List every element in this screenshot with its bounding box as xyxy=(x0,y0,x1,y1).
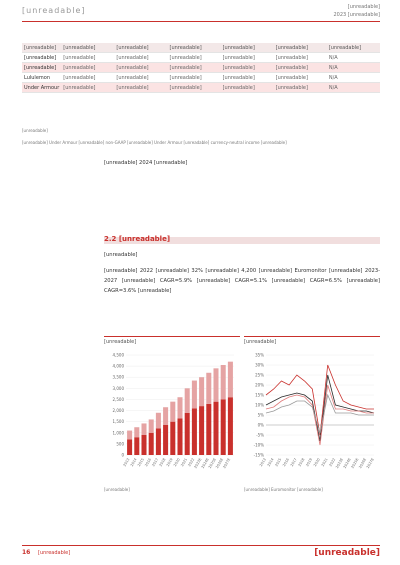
bar xyxy=(134,427,139,437)
paragraph-3-text: [unreadable] 2022 [unreadable] 32% [unreadable] 4,200 [unreadable] Euromonitor [unreadable] 2023-2027 [unreadable] CAGR=5.9% [unreadable] CAGR=5.1% [unreadable] CAGR=6.5% [unreadable] CAGR=3.6% [unreadable] xyxy=(104,268,380,294)
bar xyxy=(134,437,139,455)
x-tick-label: 2013 xyxy=(258,457,267,468)
bar xyxy=(192,408,197,455)
y-tick-label: 5% xyxy=(257,412,264,418)
y-tick-label: 4,500 xyxy=(112,352,124,358)
bar xyxy=(127,439,132,455)
x-tick-label: 2013 xyxy=(122,457,131,468)
footer-divider xyxy=(22,545,380,546)
table-cell: [unreadable] xyxy=(168,63,221,73)
figure-right-source: [unreadable] Euromonitor [unreadable] xyxy=(244,487,323,492)
header-divider xyxy=(22,21,380,22)
figure-right-title: [unreadable] xyxy=(244,339,277,345)
x-tick-label: 2023E xyxy=(193,457,203,470)
x-tick-label: 2018 xyxy=(297,457,306,468)
table-cell: N/A xyxy=(327,83,380,93)
comparison-table xyxy=(22,43,380,93)
bar xyxy=(221,365,226,399)
bar xyxy=(185,413,190,455)
y-tick-label: 20% xyxy=(255,382,264,388)
bar xyxy=(206,373,211,404)
header-report-title: [unreadable] xyxy=(22,6,86,15)
x-tick-label: 2027E xyxy=(222,457,232,470)
bar xyxy=(206,404,211,455)
table-header-cell: [unreadable] xyxy=(61,43,114,53)
table-cell-name: Lululemon xyxy=(22,73,61,83)
y-tick-label: 25% xyxy=(255,372,264,378)
paragraph-3 xyxy=(104,266,380,328)
x-tick-label: 2026E xyxy=(215,457,225,470)
table-cell: [unreadable] xyxy=(221,63,274,73)
bar xyxy=(149,419,154,432)
bar xyxy=(213,402,218,455)
table-cell: [unreadable] xyxy=(114,63,167,73)
table-header-cell: [unreadable] xyxy=(221,43,274,53)
figure-left-title: [unreadable] xyxy=(104,339,137,345)
table-cell: [unreadable] xyxy=(274,73,327,83)
header-date: 2023 [unreadable] xyxy=(333,12,380,18)
bar xyxy=(170,422,175,455)
table-cell-name: [unreadable] xyxy=(22,63,61,73)
table-header-cell: [unreadable] xyxy=(327,43,380,53)
x-tick-label: 2019 xyxy=(305,457,314,468)
line-chart xyxy=(244,349,380,483)
x-tick-label: 2018 xyxy=(158,457,167,468)
x-tick-label: 2021 xyxy=(320,457,329,468)
y-tick-label: 500 xyxy=(116,441,124,447)
y-tick-label: 35% xyxy=(255,352,264,358)
section-title: 2.2 [unreadable] xyxy=(104,235,171,243)
y-tick-label: -10% xyxy=(253,442,264,448)
y-tick-label: 10% xyxy=(255,402,264,408)
bar xyxy=(149,433,154,455)
bar xyxy=(199,377,204,406)
table-row xyxy=(22,83,380,93)
table-cell: [unreadable] xyxy=(61,63,114,73)
x-tick-label: 2020 xyxy=(312,457,321,468)
section-heading xyxy=(104,232,380,246)
bar xyxy=(213,368,218,401)
table-cell: [unreadable] xyxy=(274,53,327,63)
table-header-row xyxy=(22,43,380,53)
bar-chart xyxy=(104,349,240,483)
table-cell: [unreadable] xyxy=(221,83,274,93)
paragraph-2-text: [unreadable] xyxy=(104,252,138,258)
y-tick-label: 1,000 xyxy=(112,430,124,436)
table-row xyxy=(22,53,380,63)
company-logo: [unreadable] xyxy=(314,548,380,558)
y-tick-label: 1,500 xyxy=(112,419,124,425)
table-cell-name: Under Armour xyxy=(24,84,60,91)
table-header-cell: [unreadable] xyxy=(22,43,61,53)
bar xyxy=(156,413,161,429)
table-cell: [unreadable] xyxy=(221,73,274,83)
table-cell-name: [unreadable] xyxy=(22,53,61,63)
bar xyxy=(127,431,132,440)
table-cell: N/A xyxy=(327,53,380,63)
table-source: [unreadable] xyxy=(22,128,48,133)
x-tick-label: 2024E xyxy=(342,457,352,470)
y-tick-label: 3,000 xyxy=(112,385,124,391)
table-row xyxy=(22,73,380,83)
bar xyxy=(192,381,197,409)
table-header-cell: [unreadable] xyxy=(168,43,221,53)
table-cell: [unreadable] xyxy=(114,73,167,83)
x-tick-label: 2016 xyxy=(282,457,291,468)
table-cell: [unreadable] xyxy=(274,63,327,73)
table-cell: [unreadable] xyxy=(274,83,327,93)
table-note: [unreadable] Under Armour [unreadable] non-GAAP [unreadable] Under Armour [unreadable] currency-neutral income [unreadable] xyxy=(22,140,287,145)
page-header xyxy=(0,0,400,26)
figure-left xyxy=(104,336,240,485)
bar xyxy=(177,397,182,418)
paragraph-1 xyxy=(104,158,380,226)
bar xyxy=(177,418,182,455)
bar xyxy=(141,423,146,435)
bar xyxy=(185,388,190,412)
table-header-cell: [unreadable] xyxy=(114,43,167,53)
x-tick-label: 2024E xyxy=(200,457,210,470)
header-right xyxy=(333,3,380,19)
bar xyxy=(221,399,226,455)
footer-disclaimer: [unreadable] xyxy=(38,550,71,556)
table-cell: [unreadable] xyxy=(168,53,221,63)
x-tick-label: 2025E xyxy=(207,457,217,470)
x-tick-label: 2025E xyxy=(350,457,360,470)
x-tick-label: 2015 xyxy=(136,457,145,468)
table-cell: [unreadable] xyxy=(61,83,114,93)
table-cell: N/A xyxy=(327,63,380,73)
figure-right xyxy=(244,336,380,485)
table-cell: [unreadable] xyxy=(168,83,221,93)
table-cell: [unreadable] xyxy=(114,53,167,63)
table-cell: [unreadable] xyxy=(61,53,114,63)
bar xyxy=(141,435,146,455)
paragraph-1-text: [unreadable] 2024 [unreadable] xyxy=(104,160,188,166)
table-cell: [unreadable] xyxy=(114,83,167,93)
x-tick-label: 2022 xyxy=(187,457,196,468)
y-tick-label: 0 xyxy=(121,452,124,458)
x-tick-label: 2022 xyxy=(328,457,337,468)
x-tick-label: 2017 xyxy=(151,457,160,468)
bar xyxy=(199,406,204,455)
bar xyxy=(156,428,161,455)
series-line xyxy=(266,365,374,435)
y-tick-label: 3,500 xyxy=(112,374,124,380)
y-tick-label: 15% xyxy=(255,392,264,398)
x-tick-label: 2023E xyxy=(334,457,345,470)
bar xyxy=(170,402,175,422)
bar xyxy=(163,425,168,455)
page-footer xyxy=(0,545,400,565)
paragraph-2 xyxy=(104,250,380,262)
y-tick-label: 2,000 xyxy=(112,408,124,414)
x-tick-label: 2021 xyxy=(180,457,189,468)
y-tick-label: 0% xyxy=(257,422,264,428)
bar xyxy=(228,397,233,455)
x-tick-label: 2027E xyxy=(365,457,375,470)
table-header-cell: [unreadable] xyxy=(274,43,327,53)
x-tick-label: 2014 xyxy=(129,457,138,468)
page-number: 16 xyxy=(22,549,31,556)
bar xyxy=(228,362,233,398)
header-right-top: [unreadable] xyxy=(347,4,380,10)
x-tick-label: 2019 xyxy=(165,457,174,468)
table-cell: [unreadable] xyxy=(61,73,114,83)
x-tick-label: 2026E xyxy=(358,457,368,470)
y-tick-label: 2,500 xyxy=(112,396,124,402)
y-tick-label: -15% xyxy=(253,452,264,458)
y-tick-label: -5% xyxy=(256,432,264,438)
figure-left-source: [unreadable] xyxy=(104,487,130,492)
x-tick-label: 2014 xyxy=(266,457,275,468)
bar xyxy=(163,407,168,425)
table-cell: [unreadable] xyxy=(221,53,274,63)
table-row xyxy=(22,63,380,73)
y-tick-label: 4,000 xyxy=(112,363,124,369)
x-tick-label: 2015 xyxy=(274,457,283,468)
table-cell: N/A xyxy=(327,73,380,83)
x-tick-label: 2016 xyxy=(144,457,153,468)
x-tick-label: 2017 xyxy=(289,457,298,468)
table-cell: [unreadable] xyxy=(168,73,221,83)
y-tick-label: 30% xyxy=(255,362,264,368)
x-tick-label: 2020 xyxy=(172,457,181,468)
